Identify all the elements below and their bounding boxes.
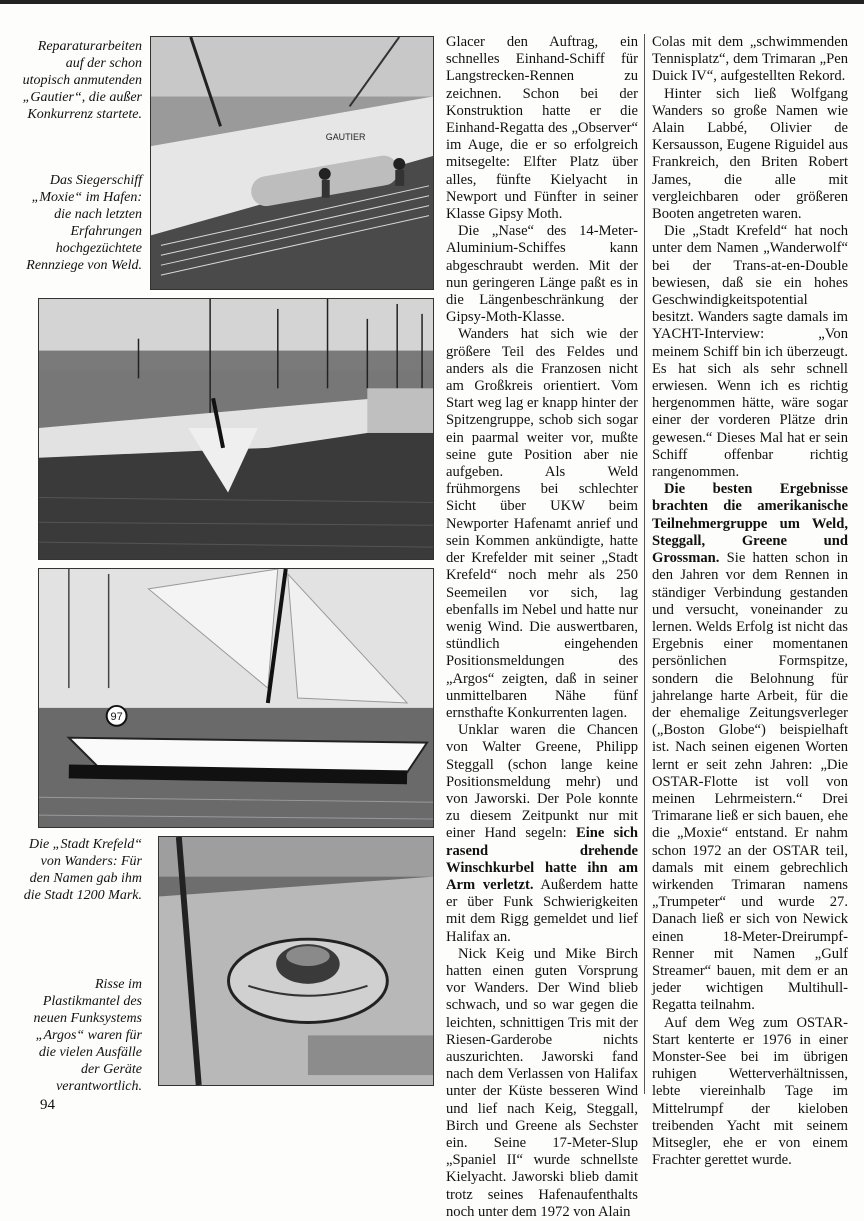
col1-p4-text-c: Außerdem hatte er über Funk Schwierigkeiten mit dem Rigg gemeldet und lief Halifax an. [446,876,638,945]
photo-argos-transmitter [158,836,434,1086]
col1-p4-text-a: Unklar waren die Chancen von Walter Greene, Philipp Steggall (schon lange keine Positionsmeldung mehr) und von Jaworski. Der Pole konnte zu diesem Zeitpunkt nur mit einer Hand segeln: [446,722,638,842]
caption-gautier: Reparaturarbeiten auf der schon utopisch anmutenden „Gautier“, die außer Konkurrenz startete. [22,39,142,122]
caption-moxie: Das Siegerschiff „Moxie“ im Hafen: die nach letzten Erfahrungen hochgezüchtete Rennziege von Weld. [26,173,142,273]
article-column-2 [652,34,848,1169]
top-rule [0,0,864,4]
col1-paragraph-5: Nick Keig und Mike Birch hatten einen guten Vorsprung vor Wanders. Der Wind blieb schwach, und so war gegen die leichten, schnittigen Tris mit der Riesen-Garderobe nichts auszurichten. Jaworski fand nach dem Verlassen von Halifax unter der Küste besseren Wind und lief nach Keig, Steggall, Birch und Greene als Sechster ein. Seine 17-Meter-Slup „Spaniel II“ wurde schnellste Kielyacht. Jaworski blieb damit trotz seines Hafenaufenthalts noch unter dem 1972 von Alain [446,945,638,1220]
col1-paragraph-2: Die „Nase“ des 14-Meter-Aluminium-Schiffes kann abgeschraubt werden. Mit der nun geringeren Länge paßt es in die Längenbeschränkung der Gipsy-Moth-Klasse. [446,223,638,326]
col1-paragraph-3: Wanders hat sich wie der größere Teil des Feldes und anders als die Franzosen nicht am Großkreis orientiert. Vom Start weg lag er knapp hinter der Spitzengruppe, schob sich sogar ein paarmal weiter vor, mußte seine gute Position aber nie aufgeben. Als Weld frühmorgens bei schlechter Sicht über UKW beim Newporter Hafenamt anrief und sein Kommen ankündigte, hatte der Krefelder mit seiner „Stadt Krefeld“ noch mehr als 250 Seemeilen vor sich, lag ebenfalls im Nebel und hatte nur wenig Wind. Die auswertbaren, stündlich eingehenden Positionsmeldungen des „Argos“ zeigten, daß in seiner unmittelbaren Nähe fünf ernsthafte Konkurrenten lagen. [446,326,638,721]
col2-p4-text: Sie hatten schon in den Jahren vor dem Rennen in ständiger Verbindung gestanden und versucht, voneinander zu lernen. Welds Erfolg ist nicht das Ergebnis einer momentanen persönlichen Formspitze, sondern die Belohnung für jahrelange harte Arbeit, für die der ehemalige Zeitungsverleger („Boston Globe“) beispielhaft ist. Nach seinen eigenen Worten lernt er seit zehn Jahren: „Die OSTAR-Flotte ist voll von meinen Lehrmeistern.“ Drei Trimarane ließ er sich bauen, ehe die „Moxie“ entstand. Er nahm schon 1972 an der OSTAR teil, damals mit einem gebrechlich wirkenden Trimaran namens „Trumpeter“ und wurde 27. Danach ließ er sich von Newick einen 18-Meter-Dreirumpf-Renner mit Namen „Gulf Streamer“ bauen, mit dem er an jeder wichtigen Multihull-Regatta teilnahm. [652,550,848,1014]
col2-paragraph-2: Hinter sich ließ Wolfgang Wanders so große Namen wie Alain Labbé, Olivier de Kersausson, Eugene Riguidel aus Frankreich, den Briten Robert James, die alle mit vergleichbaren oder größeren Booten angetreten waren. [652,85,848,223]
photo-gautier [150,36,434,290]
col2-p4-bold: Die besten Ergebnisse brachten die amerikanische Teilnehmergruppe um Weld, Steggall, Greene und Grossman. [652,481,848,567]
gautier-hull-text: GAUTIER [325,132,366,143]
col2-paragraph-1: Colas mit dem „schwimmenden Tennisplatz“, dem Trimaran „Pen Duick IV“, aufgestellten Rekord. [652,34,848,85]
caption-argos: Risse im Plastikmantel des neuen Funksystems „Argos“ waren für die vielen Ausfälle der Geräte verantwortlich. [33,977,142,1094]
photo-stadt-krefeld [38,568,434,828]
article-column-1 [446,34,638,1221]
col1-paragraph-1: Glacer den Auftrag, ein schnelles Einhand-Schiff für Langstrecken-Rennen zu zeichnen. Schon bei der Konstruktion hatte er die Einhand-Regatta des „Observer“ im Auge, die er so erfolgreich mitsegelte: Elfter Platz über alles, fünfte Kielyacht in Newport und Fünfter in seiner Klasse Gipsy Moth. [446,34,638,223]
col2-paragraph-5: Auf dem Weg zum OSTAR-Start kenterte er 1976 in einer Monster-See bei im übrigen ruhigen Wetterverhältnissen, lebte viereinhalb Tage im Mittelrumpf der kieloben treibenden Yacht mit seinem Mitsegler, ehe er von einem Frachter gerettet wurde. [652,1014,848,1169]
caption-krefeld: Die „Stadt Krefeld“ von Wanders: Für den Namen gab ihm die Stadt 1200 Mark. [23,837,142,903]
page-number: 94 [40,1097,55,1113]
sail-number: 97 [110,710,123,723]
column-divider [644,34,645,1094]
photo-moxie-harbour [38,298,434,560]
col1-paragraph-4 [446,722,638,946]
col2-paragraph-4 [652,481,848,1014]
col2-paragraph-3: Die „Stadt Krefeld“ hat noch unter dem Namen „Wanderwolf“ bei der Trans-at-en-Double bewiesen, daß sie ein hohes Geschwindigkeitspotential besitzt. Wanders sagte damals im YACHT-Interview: „Von meinem Schiff bin ich überzeugt. Es hat sich als sehr schnell erwiesen. Wenn ich es richtig hergenommen hätte, wäre sogar einer der vorderen Plätze drin gewesen.“ Dieses Mal hat er sein Schiff offenbar richtig rangenommen. [652,223,848,481]
col1-p4-bold: Eine sich rasend drehende Winschkurbel hatte ihn am Arm verletzt. [446,825,639,893]
